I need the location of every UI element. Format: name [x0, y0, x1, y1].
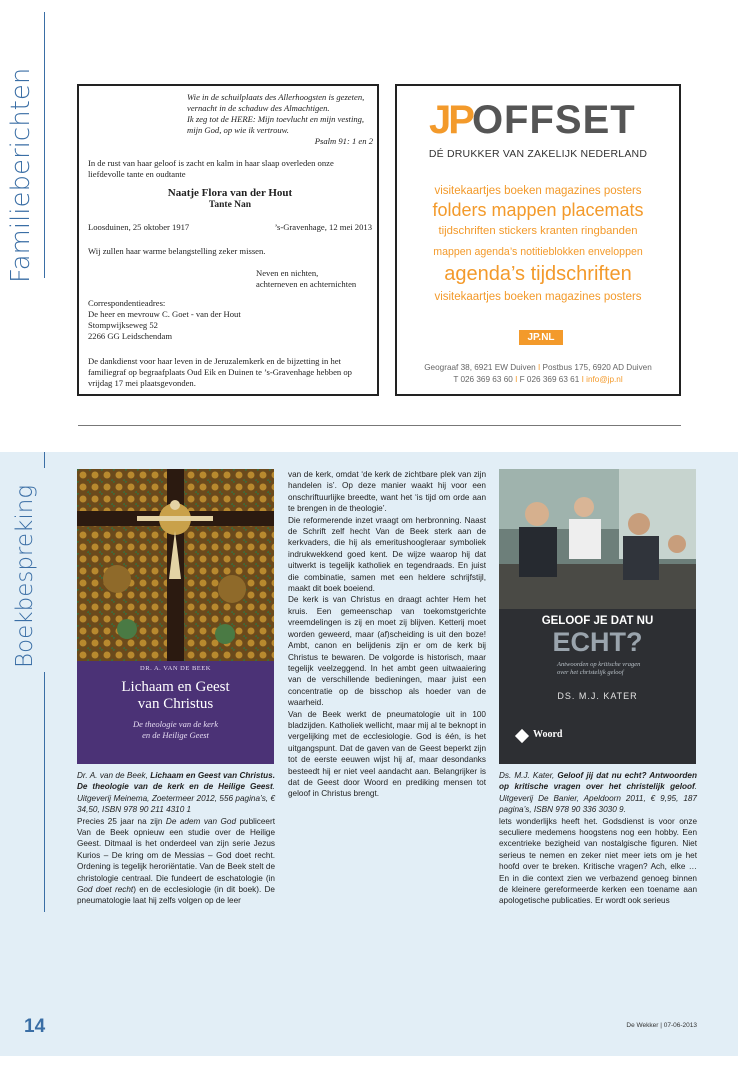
ad-service-line: visitekaartjes boeken magazines posters [434, 185, 642, 197]
book1-author: Dr. A. van de Beek, [77, 771, 151, 780]
ad-service-line: agenda’s tijdschriften [444, 263, 632, 285]
notice-intro: In de rust van haar geloof is zacht en kalm in haar slaap overleden onze liefdevolle tante en oudtante [88, 158, 334, 179]
magazine-issue: De Wekker | 07-06-2013 [626, 1022, 697, 1029]
verse-reference: Psalm 91: 1 en 2 [314, 136, 373, 146]
cover-title-line: ECHT? [552, 627, 643, 657]
logo-word: OFFSET [471, 98, 636, 142]
section-label-familieberichten: Familieberichten [6, 67, 36, 283]
jp-offset-logo [397, 98, 679, 142]
address-line: Correspondentieadres: [88, 298, 166, 308]
logo-mark: JP [429, 98, 472, 142]
relatives [88, 268, 372, 290]
business-meeting-photo [499, 469, 696, 609]
cross-mosaic-image [77, 469, 274, 661]
address-line: De heer en mevrouw C. Goet - van der Hout [88, 309, 241, 319]
relatives-line: achterneven en achternichten [256, 279, 357, 289]
ad-service-line: tijdschriften stickers kranten ringbanden [438, 225, 638, 237]
cover-subtitle-line: Antwoorden op kritische vragen [557, 661, 641, 668]
separator: I [515, 375, 518, 384]
review-paragraph: De kerk is van Christus en draagt achter Hem het kruis. Een gemeenschap van toekomstgerichte vreemdelingen is zij en moet zij blijven. Ketterij moet worden geweerd, maar (af)scheiding is uit den boze! Ambt, canon en belijdenis zijn er om de kerk bij Christus te bewaren. De volgorde is historisch, maar tegelijk veelzeggend. In het ambt geen uitwaaiering van de verschillende bedieningen, maar juist een concentratie op de bisschop als hoeder van de waarheid. [288, 595, 486, 708]
book2-title: Geloof jij dat nu echt? Antwoorden op kritische vragen over het christelijk geloof [499, 771, 697, 792]
ad-service-line: visitekaartjes boeken magazines posters [434, 291, 642, 303]
review-paragraph: Van de Beek werkt de pneumatologie uit in 100 bladzijden. Katholiek wellicht, maar mij al te beknopt in vergelijking met de ecclesiologie. God is één, is het uitgangspunt. Dat de gaven van de Geest beperkt zijn tot de eerste eeuwen wijst hij af, maar desondanks besteedt hij er niet veel aandacht aan. Belangrijker is dat de Geest door Woord en prediking mensen tot geloof in Christus brengt. [288, 709, 486, 799]
familieberichten-rule [44, 12, 45, 278]
body-text: publiceert Van de Beek opnieuw een studie over de Heilige Geest. Ditmaal is het onderdeel van zijn serie Jezus Kurios – De kring om de Messias – God doet recht. Ordening is tegelijk heroriëntatie. Van de Beek stelt de christologie centraal. Die fundeert de eschatologie (in [77, 816, 275, 883]
book2-publication: . Uitgeverij De Banier, Apeldoorn 2011, € 9,95, 187 pagina’s, ISBN 978 90 336 3030 9. [499, 782, 697, 815]
ad-service-line: mappen agenda’s notitieblokken enveloppen [433, 246, 643, 258]
ad-phone: T 026 369 63 60 [453, 375, 513, 384]
ad-contact-line [397, 375, 679, 384]
body-text: ) en de ecclesiologie (in dit boek). De pneumatologie laat hij zelfs volgen op de leer [77, 885, 275, 906]
ad-address-line [397, 363, 679, 372]
cover-subtitle-line: De theologie van de kerk [133, 719, 218, 729]
notice-closing: De dankdienst voor haar leven in de Jeruzalemkerk en de bijzetting in het familiegraf op begraafplaats Oud Eik en Duinen te ’s-Gravenhage hebben op vrijdag 17 mei plaatsgevonden. [88, 356, 352, 388]
cover-subtitle-line: over het christelijk geloof [557, 669, 624, 676]
jp-offset-advertisement [395, 84, 681, 396]
body-text: Precies 25 jaar na zijn [77, 816, 166, 826]
review-paragraph: Die reformerende inzet vraagt om herbronning. Naast de Schrift zelf hecht Van de Beek sterk aan de kerkvaders, die hij als emeritushoogleraar symboliek indrukwekkend goed kent. De wijze waarop hij dat uitwerkt is tegelijk katholiek en tegendraads. En juist die combinatie, samen met een heldere schrijfstijl, maakt dit boek boeiend. [288, 515, 486, 594]
publisher-logo-icon [515, 729, 529, 743]
ad-address: Geograaf 38, 6921 EW Duiven [424, 363, 536, 372]
book-reference: God doet recht [77, 885, 134, 895]
book2-caption [499, 770, 697, 816]
relatives-line: Neven en nichten, [256, 268, 319, 278]
cover-title [77, 679, 274, 713]
cover-purple-band [77, 661, 274, 764]
cover-title-line: GELOOF JE DAT NU [541, 615, 654, 627]
address-line: Stompwijkseweg 52 [88, 320, 158, 330]
notice-verse [187, 92, 373, 147]
section-divider [78, 425, 681, 426]
verse-line: mijn God, op wie ik vertrouw. [187, 125, 289, 135]
ad-fax: F 026 369 63 61 [519, 375, 580, 384]
review-column-2 [288, 469, 486, 800]
ad-postbus: Postbus 175, 6920 AD Duiven [542, 363, 652, 372]
cover-subtitle-line: en de Heilige Geest [142, 730, 209, 740]
book1-caption [77, 770, 275, 816]
miss-line: Wij zullen haar warme belangstelling zeker missen. [88, 246, 266, 256]
book2-body: lets wonderlijks heeft het. Godsdienst is voor onze seculiere medemens hoogstens nog een hobby. Een excentrieke bezigheid van nostalgische figuren. Niet serieus te nemen en zeker niet meer iets om je het hoofd over te breken. Kritische vragen? Ach, elke … En in die context zien we verbazend genoeg binnen de kleinere gereformeerde kerken een toename aan apologetische publicaties. Er wordt ook serieus [499, 816, 697, 906]
birth-line: Loosduinen, 25 oktober 1917 [88, 222, 190, 232]
book2-author: Ds. M.J. Kater, [499, 771, 558, 780]
cover-subtitle [77, 719, 274, 741]
book-cover-lichaam-en-geest [77, 469, 274, 764]
verse-line: Wie in de schuilplaats des Allerhoogsten is gezeten, [187, 92, 365, 102]
cover-subtitle [557, 661, 696, 677]
cover-publisher: Woord [533, 729, 563, 740]
cover-author: DS. M.J. KATER [557, 691, 638, 701]
separator: I [581, 375, 584, 384]
address-line: 2266 GG Leidschendam [88, 331, 173, 341]
family-notice [77, 84, 379, 396]
book1-publication: . Uitgeverij Meinema, Zoetermeer 2012, 556 pagina’s, € 34,50, ISBN 978 90 211 4310 1 [77, 782, 275, 815]
cover-title-line: Lichaam en Geest [121, 679, 230, 695]
jp-nl-badge[interactable]: JP.NL [519, 330, 563, 345]
book1-body [77, 816, 275, 907]
boekbespreking-rule [44, 452, 45, 468]
ad-service-line: folders mappen placemats [432, 200, 644, 220]
book-cover-geloof-je-dat-nu-echt [499, 469, 696, 764]
death-line: ’s-Gravenhage, 12 mei 2013 [274, 222, 372, 232]
page-number: 14 [24, 1016, 46, 1037]
review-column-3 [499, 770, 697, 907]
review-paragraph: van de kerk, omdat ‘de kerk de zichtbare plek van zijn handelen is’. Op deze manier waakt hij voor een onschriftuurlijke breedte, want het ‘is tijd om orde aan te brengen in de theologie’. [288, 470, 486, 514]
cover-author: DR. A. VAN DE BEEK [140, 665, 211, 672]
review-column-1 [77, 770, 275, 907]
cover-dark-band [499, 609, 696, 764]
deceased-name: Naatje Flora van der Hout [167, 187, 293, 199]
cover-title-line: van Christus [137, 696, 214, 712]
separator: I [537, 363, 541, 372]
book-review-section [0, 452, 738, 1056]
boekbespreking-rule [44, 672, 45, 912]
verse-line: vernacht in de schaduw des Almachtigen. [187, 103, 330, 113]
ad-email-link[interactable]: info@jp.nl [586, 375, 623, 384]
section-label-boekbespreking: Boekbespreking [12, 484, 38, 668]
book-reference: De adem van God [165, 816, 236, 826]
ad-tagline: DÉ DRUKKER VAN ZAKELIJK NEDERLAND [428, 148, 648, 160]
deceased-nickname: Tante Nan [208, 200, 252, 210]
correspondence-address [88, 298, 372, 342]
book1-title: Lichaam en Geest van Christus. De theologie van de kerk en de Heilige Geest [77, 771, 275, 792]
verse-line: Ik zeg tot de HERE: Mijn toevlucht en mijn vesting, [187, 114, 365, 124]
